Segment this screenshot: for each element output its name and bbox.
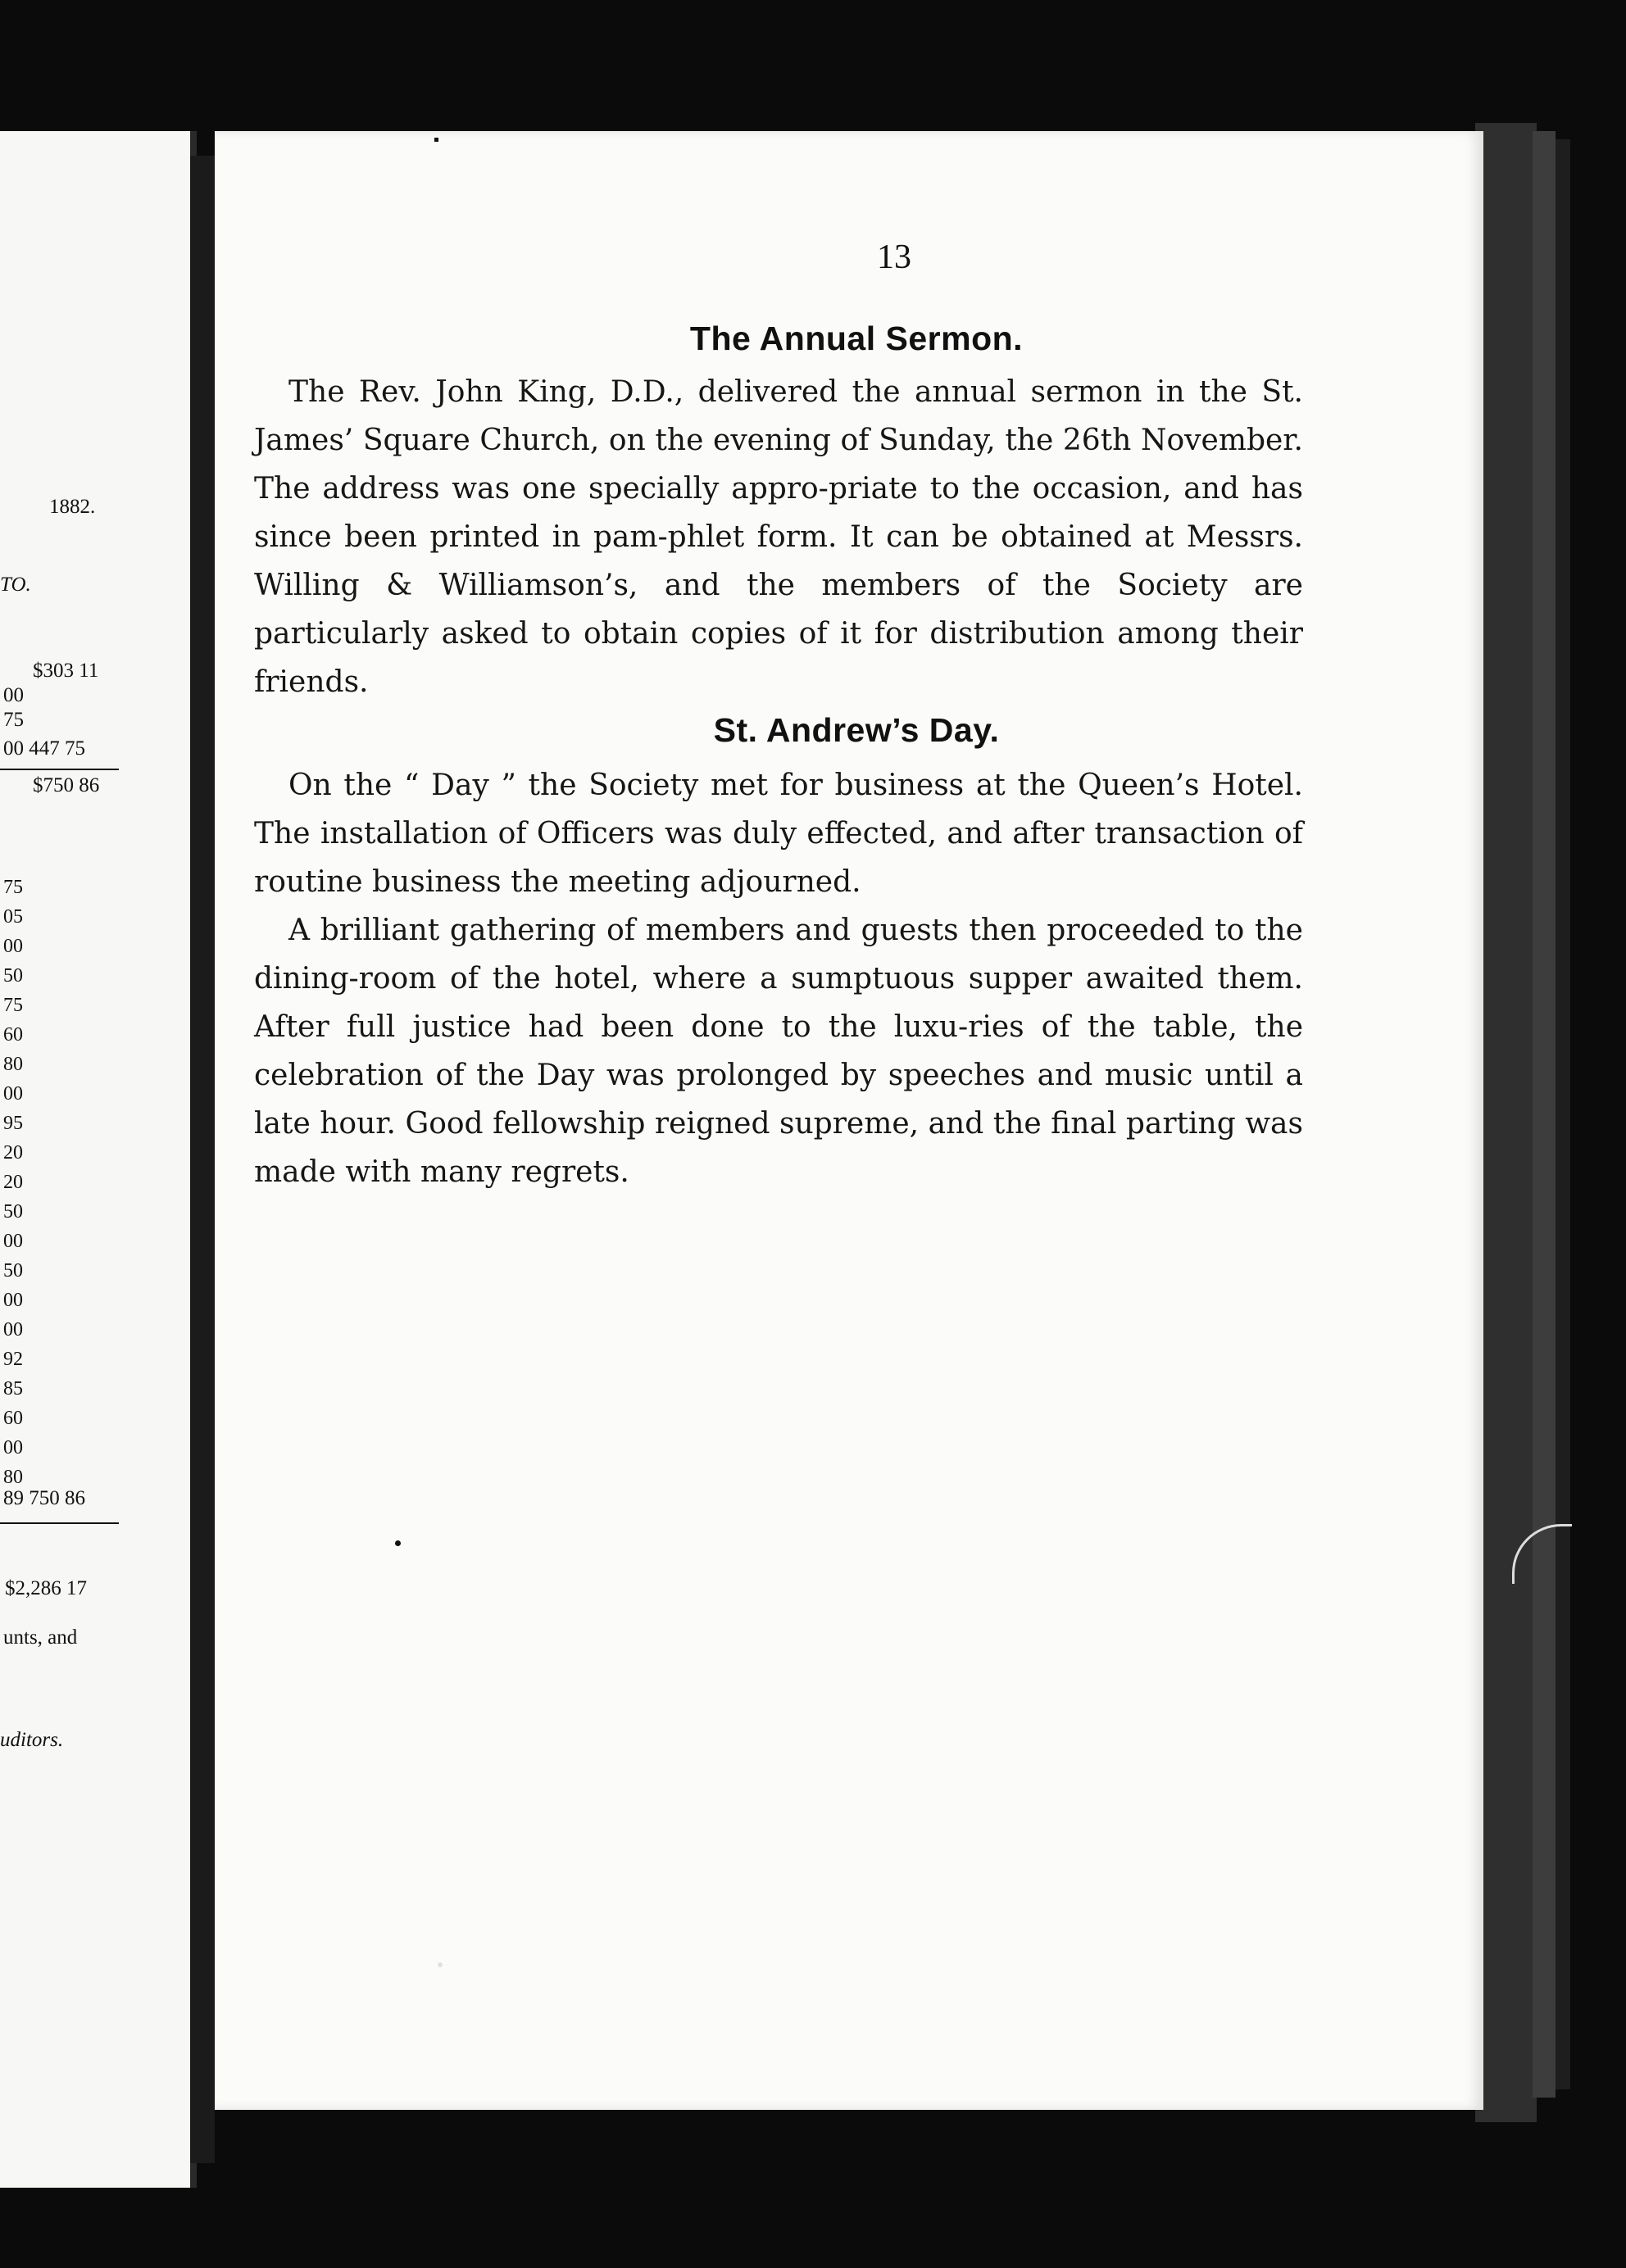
paragraph-annual-sermon: The Rev. John King, D.D., delivered the annual sermon in the St. James’ Square Church, on the evening of Sunday, the 26th November. The address was one specially appro-priate to the occasion, and has since been printed in pam-phlet form. It can be obtained at Messrs. Willing & Williamson’s, and the members of the Society are particularly asked to obtain copies of it for distribution among their friends. xyxy=(254,375,1303,699)
page-edges xyxy=(1556,139,1570,2089)
left-page-year: 1882. xyxy=(49,496,96,518)
left-page-text-fragment: unts, and xyxy=(3,1626,78,1649)
column-value: 00 xyxy=(3,1231,23,1252)
page-edges xyxy=(1533,131,1556,2098)
left-page-value: 00 xyxy=(3,684,24,706)
section-title-annual-sermon: The Annual Sermon. xyxy=(689,320,1024,357)
previous-page xyxy=(0,131,190,2188)
column-value: 05 xyxy=(3,906,23,928)
column-value: 92 xyxy=(3,1349,23,1370)
page-edges xyxy=(1475,123,1537,2122)
column-value: 00 xyxy=(3,1437,23,1458)
paragraph-supper: A brilliant gathering of members and guests then proceeded to the dining-room of the hotel, where a sumptuous supper awaited them. After full justice had been done to the luxu-ries of the table, the celebration of the Day was prolonged by speeches and music until a late hour. Good fellowship reigned supreme, and the final parting was made with many regrets. xyxy=(254,914,1303,1189)
column-value: 00 xyxy=(3,1083,23,1105)
column-value: 95 xyxy=(3,1113,23,1134)
page-number: 13 xyxy=(877,238,911,276)
left-page-signature-fragment: uditors. xyxy=(0,1729,64,1751)
column-value: 80 xyxy=(3,1467,23,1488)
column-value: 00 xyxy=(3,1290,23,1311)
column-value: 00 xyxy=(3,1319,23,1340)
left-page-grand-total: $2,286 17 xyxy=(5,1577,87,1599)
column-value: 85 xyxy=(3,1378,23,1399)
left-page-value: 75 xyxy=(3,709,24,731)
book-page xyxy=(215,131,1483,2110)
column-value: 75 xyxy=(3,995,23,1016)
column-value: 20 xyxy=(3,1142,23,1163)
column-value: 50 xyxy=(3,1201,23,1222)
left-page-amount: 00 447 75 xyxy=(3,737,85,760)
column-value: 20 xyxy=(3,1172,23,1193)
left-page-value-column xyxy=(3,873,44,1492)
section-title-st-andrews-day: St. Andrew’s Day. xyxy=(713,711,1000,749)
page-content xyxy=(254,320,1303,1196)
column-value: 60 xyxy=(3,1408,23,1429)
sum-rule xyxy=(0,769,119,770)
left-page-amount: $303 11 xyxy=(33,660,99,682)
column-value: 60 xyxy=(3,1024,23,1046)
column-value: 50 xyxy=(3,965,23,987)
column-value: 50 xyxy=(3,1260,23,1281)
sum-rule xyxy=(0,1522,119,1524)
paragraph-meeting: On the “ Day ” the Society met for business at the Queen’s Hotel. The installation of Officers was duly effected, and after transaction of routine business the meeting adjourned. xyxy=(254,769,1303,899)
column-value: 75 xyxy=(3,877,23,898)
ink-speck xyxy=(434,138,438,142)
paper-mark xyxy=(438,1962,443,1967)
left-page-amount: 89 750 86 xyxy=(3,1487,85,1509)
ink-speck xyxy=(395,1540,401,1546)
left-page-heading-fragment: TO. xyxy=(0,574,31,596)
left-page-total: $750 86 xyxy=(33,774,100,796)
book-gutter xyxy=(190,156,215,2163)
column-value: 80 xyxy=(3,1054,23,1075)
column-value: 00 xyxy=(3,936,23,957)
